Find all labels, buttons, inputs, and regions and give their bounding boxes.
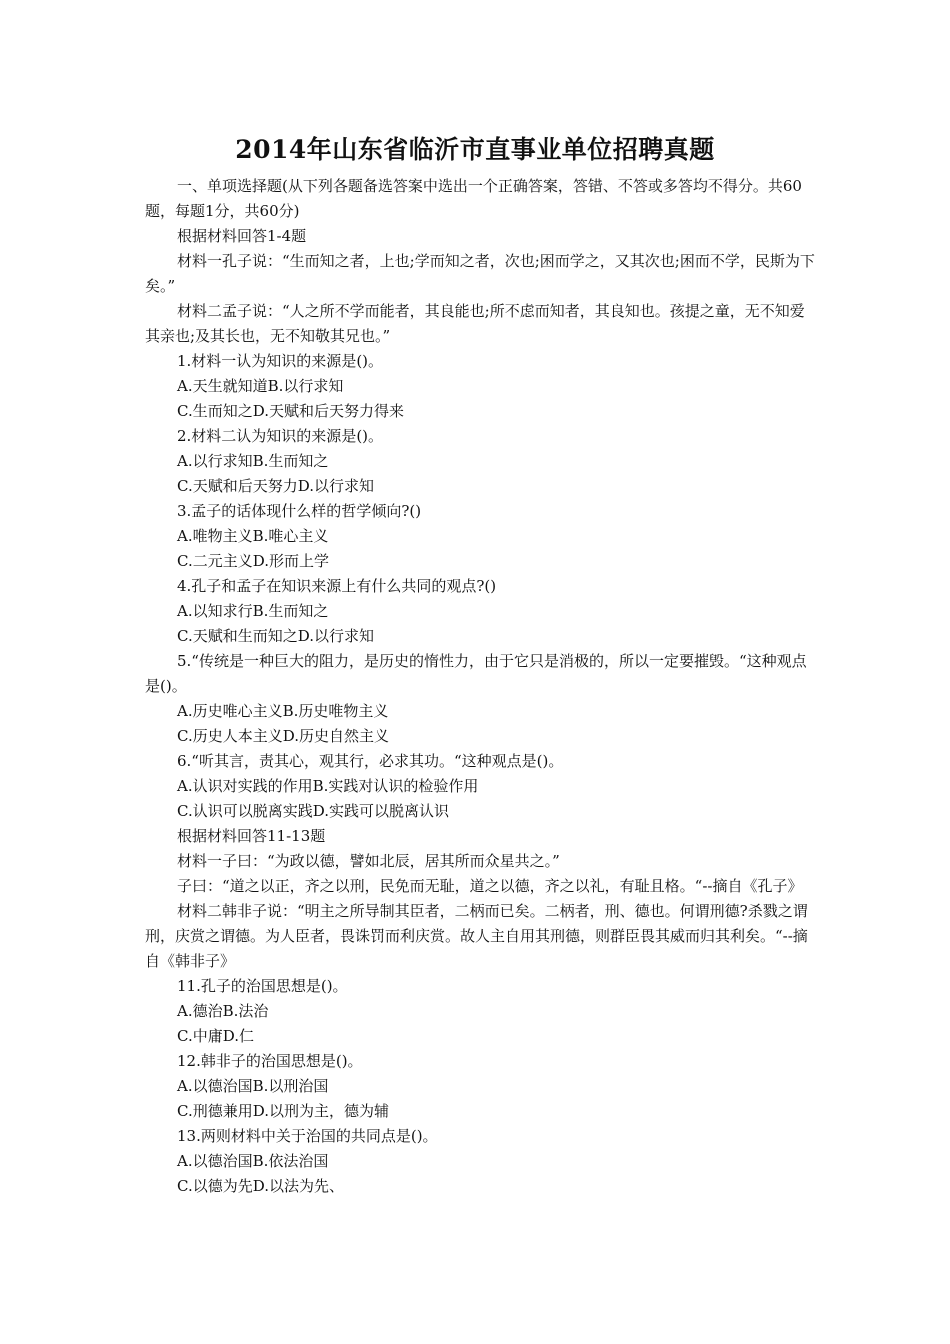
paragraph: 12.韩非子的治国思想是()。 bbox=[177, 1052, 363, 1070]
paragraph: 6.“听其言，责其心，观其行，必求其功。“这种观点是()。 bbox=[177, 752, 564, 770]
paragraph: C.二元主义D.形而上学 bbox=[177, 552, 329, 570]
paragraph: A.天生就知道B.以行求知 bbox=[177, 377, 344, 395]
paragraph: 4.孔子和孟子在知识来源上有什么共同的观点?() bbox=[177, 577, 497, 595]
paragraph: A.以德治国B.以刑治国 bbox=[177, 1077, 329, 1095]
paragraph: A.唯物主义B.唯心主义 bbox=[177, 527, 329, 545]
paragraph: 5.“传统是一种巨大的阻力，是历史的惰性力，由于它只是消极的，所以一定要摧毁。“这种观点是()。 bbox=[145, 652, 807, 695]
paragraph: C.以德为先D.以法为先、 bbox=[177, 1177, 344, 1195]
paragraph: C.认识可以脱离实践D.实践可以脱离认识 bbox=[177, 802, 449, 820]
paragraph: A.以知求行B.生而知之 bbox=[177, 602, 329, 620]
paragraph: 一、单项选择题(从下列各题备选答案中选出一个正确答案，答错、不答或多答均不得分。共60题，每题1分，共60分) bbox=[145, 177, 802, 220]
paragraph: C.生而知之D.天赋和后天努力得来 bbox=[177, 402, 404, 420]
paragraph: 材料一孔子说：“生而知之者，上也;学而知之者，次也;困而学之，又其次也;困而不学，民斯为下矣。” bbox=[145, 252, 815, 295]
paragraph: 材料二韩非子说：“明主之所导制其臣者，二柄而已矣。二柄者，刑、德也。何谓刑德?杀戮之谓刑，庆赏之谓德。为人臣者，畏诛罚而利庆赏。故人主自用其刑德，则群臣畏其威而归其利矣。“--摘自《韩非子》 bbox=[145, 902, 808, 970]
paragraph: 材料一子曰：“为政以德，譬如北辰，居其所而众星共之。” bbox=[177, 852, 560, 870]
paragraph: 13.两则材料中关于治国的共同点是()。 bbox=[177, 1127, 438, 1145]
document-title: 2014年山东省临沂市直事业单位招聘真题 bbox=[235, 135, 715, 164]
paragraph: C.天赋和后天努力D.以行求知 bbox=[177, 477, 374, 495]
paragraph: C.历史人本主义D.历史自然主义 bbox=[177, 727, 389, 745]
paragraph: A.认识对实践的作用B.实践对认识的检验作用 bbox=[177, 777, 479, 795]
paragraph: 2.材料二认为知识的来源是()。 bbox=[177, 427, 384, 445]
paragraph: 11.孔子的治国思想是()。 bbox=[177, 977, 348, 995]
paragraph: 1.材料一认为知识的来源是()。 bbox=[177, 352, 384, 370]
paragraph: 3.孟子的话体现什么样的哲学倾向?() bbox=[177, 502, 422, 520]
paragraph: A.以行求知B.生而知之 bbox=[177, 452, 329, 470]
paragraph: A.历史唯心主义B.历史唯物主义 bbox=[177, 702, 389, 720]
paragraph: 根据材料回答11-13题 bbox=[177, 827, 326, 845]
paragraph: C.中庸D.仁 bbox=[177, 1027, 254, 1045]
paragraph: 子曰：“道之以正，齐之以刑，民免而无耻，道之以德，齐之以礼，有耻且格。“--摘自《孔子》 bbox=[177, 877, 803, 895]
paragraph: 根据材料回答1-4题 bbox=[177, 227, 307, 245]
paragraph: 材料二孟子说：“人之所不学而能者，其良能也;所不虑而知者，其良知也。孩提之童，无不知爱其亲也;及其长也，无不知敬其兄也。” bbox=[145, 302, 805, 345]
paragraph: C.天赋和生而知之D.以行求知 bbox=[177, 627, 374, 645]
paragraph: A.德治B.法治 bbox=[177, 1002, 269, 1020]
document-body bbox=[145, 174, 815, 1199]
paragraph: A.以德治国B.依法治国 bbox=[177, 1152, 329, 1170]
paragraph: C.刑德兼用D.以刑为主，德为辅 bbox=[177, 1102, 389, 1120]
